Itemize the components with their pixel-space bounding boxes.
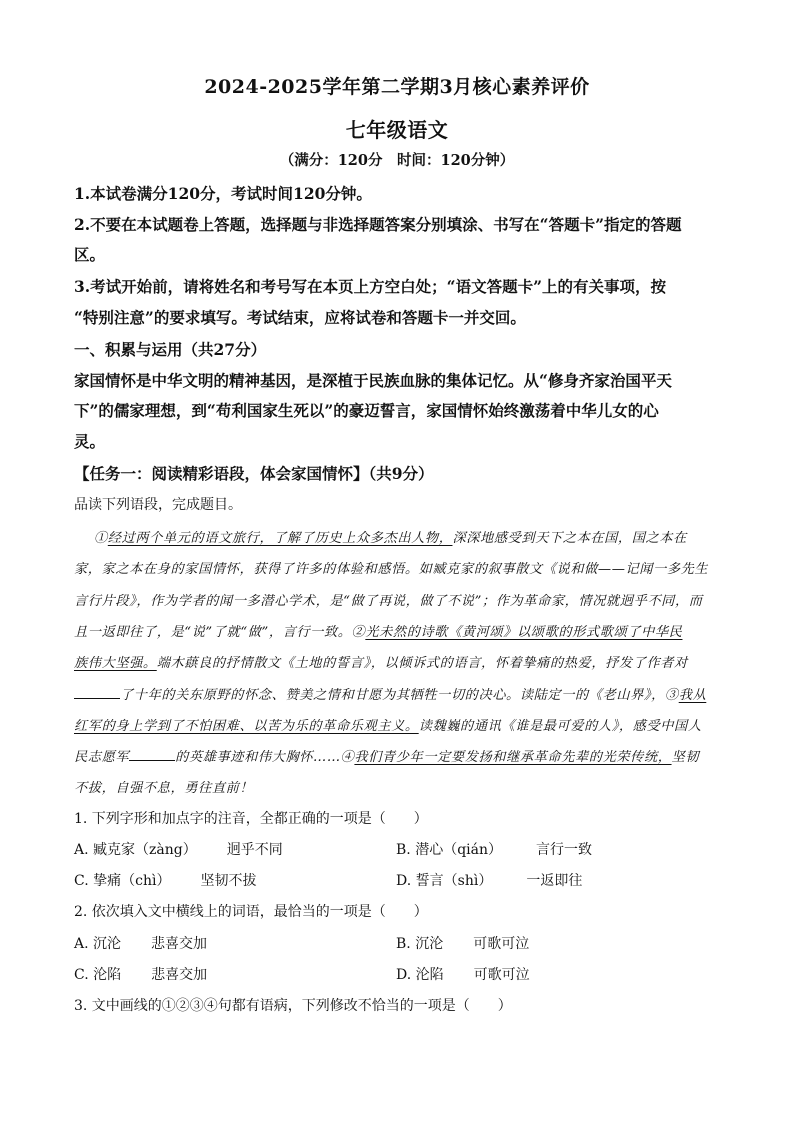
sentence-marker: ③ — [664, 688, 679, 703]
exam-subtitle: 七年级语文 — [345, 118, 449, 142]
question-1-stem: 1. 下列字形和加点字的注音，全都正确的一项是（ ） — [74, 811, 428, 827]
question-1-option-b[interactable]: B. 潜心（qián） 言行一致 — [396, 842, 593, 858]
question-1-option-d[interactable]: D. 誓言（shì） 一返即往 — [396, 873, 583, 889]
fill-blank-1 — [74, 686, 120, 699]
underlined-sentence-2: 光未然的诗歌《黄河颂》以颂歌的形式歌颂了中华民 — [365, 625, 683, 640]
passage-line-7: 红军的身上学到了不怕困难、以苦为乐的革命乐观主义。读魏巍的通讯《谁是最可爱的人》，感受中国人 — [74, 719, 702, 734]
question-2-option-d[interactable]: D. 沦陷 可歌可泣 — [396, 967, 530, 983]
question-3-stem: 3. 文中画线的①②③④句都有语病，下列修改不恰当的一项是（ ） — [74, 998, 512, 1014]
question-2-option-c[interactable]: C. 沦陷 悲喜交加 — [74, 967, 208, 983]
note-2-cont: 区。 — [74, 245, 106, 264]
passage-line-2: 家，家之本在身的家国情怀，获得了许多的体验和感悟。如臧克家的叙事散文《说和做——记闻一多先生 — [74, 562, 709, 577]
note-2: 2.不要在本试题卷上答题，选择题与非选择题答案分别填涂、书写在“答题卡”指定的答题 — [74, 215, 682, 234]
task-heading: 【任务一：阅读精彩语段，体会家国情怀】（共9分） — [74, 464, 434, 483]
fill-blank-2 — [129, 748, 175, 761]
passage-line-1: ①经过两个单元的语文旅行，了解了历史上众多杰出人物，深深地感受到天下之本在国，国之本在 — [94, 531, 687, 546]
underlined-sentence-3: 我从 — [678, 688, 707, 703]
sentence-marker: ④ — [340, 750, 355, 765]
question-2-option-b[interactable]: B. 沉沦 可歌可泣 — [396, 936, 530, 952]
underlined-sentence-4: 我们青少年一定要发扬和继承革命先辈的光荣传统， — [354, 750, 672, 765]
note-3-cont: “特别注意”的要求填写。考试结束，应将试卷和答题卡一并交回。 — [74, 308, 526, 327]
note-3: 3.考试开始前，请将姓名和考号写在本页上方空白处；“语文答题卡”上的有关事项，按 — [74, 277, 667, 296]
sentence-marker: ② — [351, 625, 366, 640]
section-intro-line: 下”的儒家理想，到“苟利国家生死以”的豪迈誓言，家国情怀始终激荡着中华儿女的心 — [74, 401, 659, 420]
note-1: 1.本试卷满分120分，考试时间120分钟。 — [74, 184, 372, 203]
underlined-sentence-3-cont: 红军的身上学到了不怕困难、以苦为乐的革命乐观主义。 — [74, 719, 419, 734]
question-1-option-c[interactable]: C. 挚痛（chì） 坚韧不拔 — [74, 873, 257, 889]
underlined-sentence-1: 经过两个单元的语文旅行，了解了历史上众多杰出人物， — [107, 531, 453, 546]
sentence-marker: ① — [94, 531, 108, 546]
question-1-option-a[interactable]: A. 臧克家（zàng） 迥乎不同 — [74, 842, 283, 858]
passage-line-9: 不拔，自强不息，勇往直前！ — [74, 781, 254, 796]
section-heading: 一、积累与运用（共27分） — [74, 340, 267, 359]
exam-meta: （满分：120分 时间：120分钟） — [279, 152, 515, 169]
passage-line-6: 了十年的关东原野的怀念、赞美之情和甘愿为其牺牲一切的决心。读陆定一的《老山界》，③我从 — [74, 684, 722, 703]
question-2-stem: 2. 依次填入文中横线上的词语，最恰当的一项是（ ） — [74, 904, 428, 920]
task-instruction: 品读下列语段，完成题目。 — [74, 497, 242, 513]
passage-line-3: 言行片段》，作为学者的闻一多潜心学术，是“做了再说，做了不说”；作为革命家，情况就迥乎不同，而 — [74, 594, 703, 609]
exam-title: 2024-2025学年第二学期3月核心素养评价 — [204, 76, 590, 98]
passage-line-8: 民志愿军 的英雄事迹和伟大胸怀……④我们青少年一定要发扬和继承革命先辈的光荣传统，坚韧 — [74, 750, 700, 765]
passage-line-4: 且一返即往了，是“说”了就“做”，言行一致。②光未然的诗歌《黄河颂》以颂歌的形式歌颂了中华民 — [74, 625, 683, 640]
section-intro-line: 灵。 — [74, 432, 106, 451]
question-2-option-a[interactable]: A. 沉沦 悲喜交加 — [74, 936, 208, 952]
passage-line-5: 族伟大坚强。端木蕻良的抒情散文《土地的誓言》，以倾诉式的语言，怀着挚痛的热爱，抒发了作者对 — [74, 656, 688, 671]
underlined-sentence-2-cont: 族伟大坚强。 — [74, 656, 157, 671]
section-intro-line: 家国情怀是中华文明的精神基因，是深植于民族血脉的集体记忆。从“修身齐家治国平天 — [74, 371, 672, 390]
